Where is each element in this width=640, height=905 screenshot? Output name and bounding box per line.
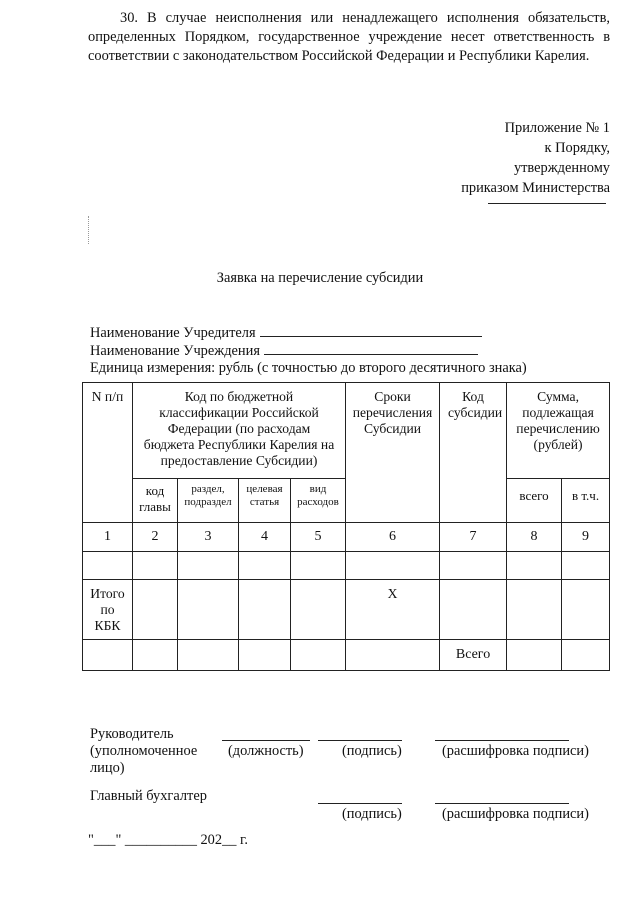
unit-label: Единица измерения: рубль (с точностью до второго десятичного знака) [90, 360, 527, 376]
subsidy-request-table [82, 382, 610, 671]
empty-cell [562, 552, 610, 580]
paragraph-30: 30. В случае неисполнения или ненадлежащего исполнения обязательств, определенных Порядком, государственное учреждение несет ответственность в соответствии с законодательством Российской Федерации и Республики Карелия. [88, 10, 610, 64]
header-code-group: Код по бюджетной классификации Российской Федерации (по расходам бюджета Республики Карелия на предоставление Субсидии) [133, 383, 346, 479]
empty-cell [346, 640, 440, 671]
col-number-5: 5 [291, 523, 346, 552]
institution-blank [264, 342, 478, 355]
empty-cell [83, 640, 133, 671]
accountant-signature-blank [318, 803, 402, 804]
total-kbk-label: Итого по КБК [83, 580, 133, 640]
decode-blank [435, 740, 569, 741]
accountant-decode-caption: (расшифровка подписи) [442, 806, 589, 822]
sub-total: всего [507, 479, 562, 523]
empty-cell [133, 552, 178, 580]
accountant-decode-blank [435, 803, 569, 804]
decode-caption: (расшифровка подписи) [442, 743, 589, 759]
col-number-4: 4 [239, 523, 291, 552]
date-line: "___" __________ 202__ г. [88, 832, 248, 848]
accountant-label: Главный бухгалтер [90, 788, 207, 804]
table-row-grand-total [83, 640, 610, 671]
authorized-label: (уполномоченное [90, 743, 198, 759]
empty-cell [178, 552, 239, 580]
founder-blank [260, 324, 482, 337]
col-number-7: 7 [440, 523, 507, 552]
empty-cell [239, 552, 291, 580]
table-row-total-kbk [83, 580, 610, 640]
empty-cell [291, 640, 346, 671]
signature-blank [318, 740, 402, 741]
unit-field [90, 360, 527, 377]
empty-cell [507, 552, 562, 580]
position-blank [222, 740, 310, 741]
table-row [83, 552, 610, 580]
x-mark: X [346, 580, 440, 640]
founder-label: Наименование Учредителя [90, 325, 256, 341]
form-title: Заявка на перечисление субсидии [216, 270, 424, 286]
appendix-blank-line [488, 203, 606, 204]
empty-cell [239, 640, 291, 671]
col-number-6: 6 [346, 523, 440, 552]
header-subsidy-code: Код субсидии [440, 383, 507, 523]
grand-total-label: Всего [440, 640, 507, 671]
empty-cell [440, 580, 507, 640]
empty-cell [562, 640, 610, 671]
empty-cell [133, 640, 178, 671]
sub-chapter-code: код главы [133, 479, 178, 523]
empty-cell [83, 552, 133, 580]
appendix-block [370, 118, 610, 198]
sub-expense: вид расходов [291, 479, 346, 523]
empty-cell [133, 580, 178, 640]
header-sum: Сумма, подлежащая перечислению (рублей) [507, 383, 610, 479]
appendix-ministry: приказом Министерства [461, 180, 610, 196]
scan-margin-mark [88, 216, 92, 244]
sub-section: раздел, подраздел [178, 479, 239, 523]
accountant-signature-caption: (подпись) [342, 806, 402, 822]
empty-cell [562, 580, 610, 640]
empty-cell [291, 552, 346, 580]
appendix-to-order: к Порядку, [544, 140, 610, 156]
person-label: лицо) [90, 760, 125, 776]
institution-field [90, 342, 478, 360]
empty-cell [178, 580, 239, 640]
col-number-1: 1 [83, 523, 133, 552]
institution-label: Наименование Учреждения [90, 343, 260, 359]
col-number-2: 2 [133, 523, 178, 552]
founder-field [90, 324, 482, 342]
empty-cell [507, 580, 562, 640]
head-label: Руководитель [90, 726, 174, 742]
empty-cell [239, 580, 291, 640]
empty-cell [178, 640, 239, 671]
sub-article: целевая статья [239, 479, 291, 523]
position-caption: (должность) [228, 743, 304, 759]
empty-cell [507, 640, 562, 671]
sub-incl: в т.ч. [562, 479, 610, 523]
col-number-3: 3 [178, 523, 239, 552]
col-number-9: 9 [562, 523, 610, 552]
header-num: N п/п [83, 383, 133, 523]
appendix-number: Приложение № 1 [504, 120, 610, 136]
empty-cell [291, 580, 346, 640]
empty-cell [346, 552, 440, 580]
appendix-approved: утвержденному [513, 160, 610, 176]
signature-caption: (подпись) [342, 743, 402, 759]
header-terms: Сроки перечисления Субсидии [346, 383, 440, 523]
empty-cell [440, 552, 507, 580]
col-number-8: 8 [507, 523, 562, 552]
